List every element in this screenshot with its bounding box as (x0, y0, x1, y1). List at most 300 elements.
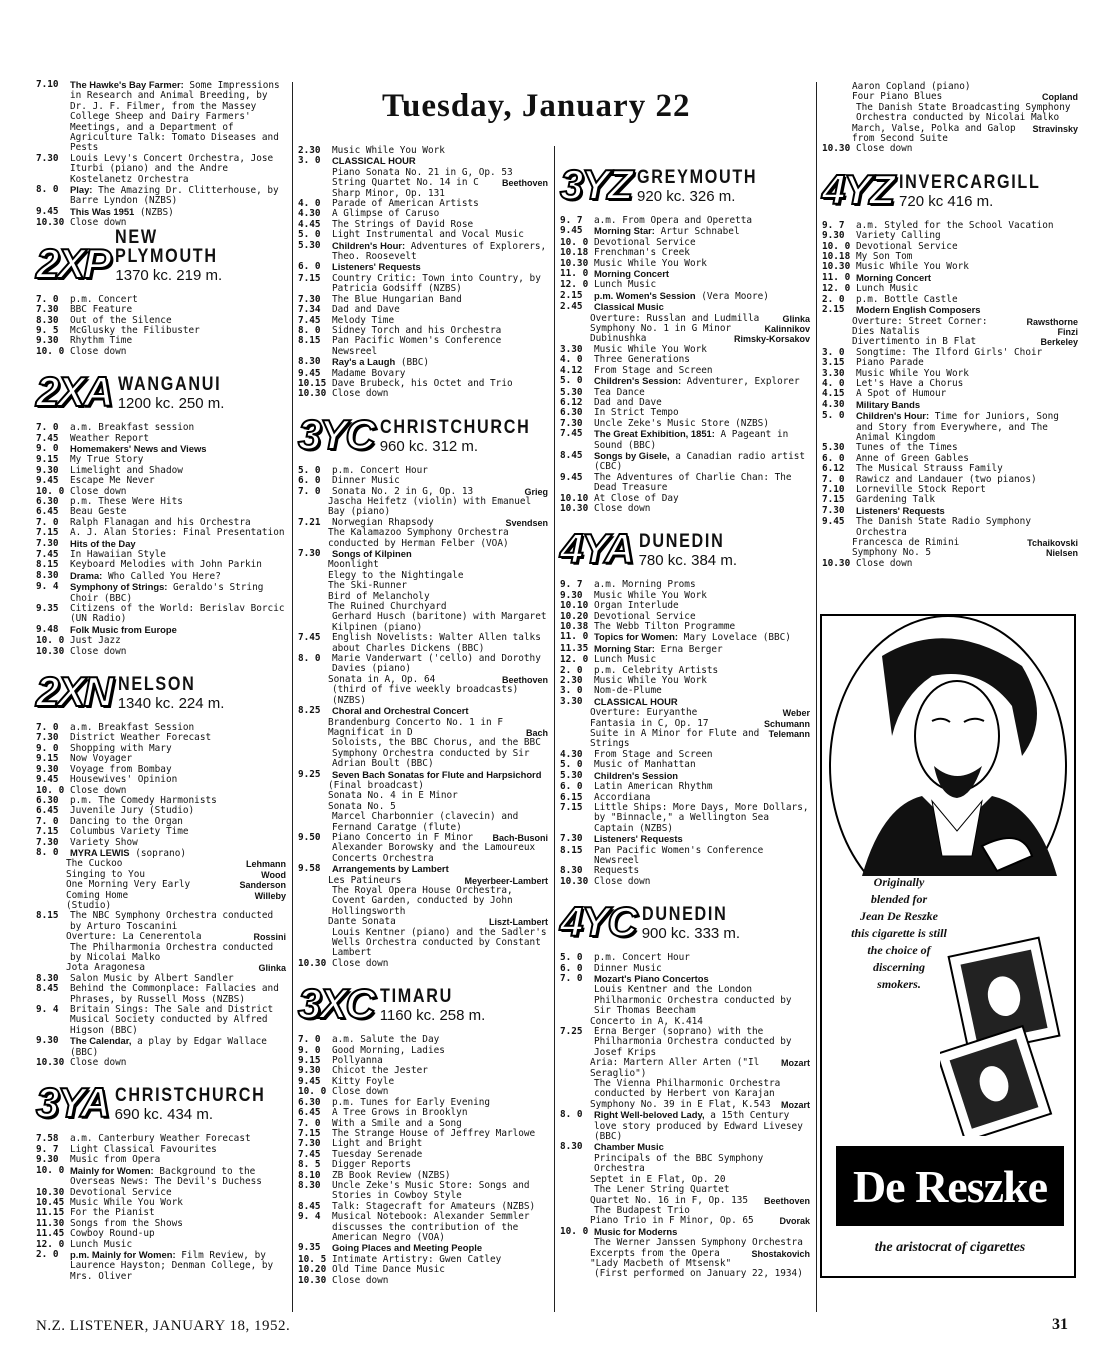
programme-text: a.m. Morning Proms (594, 579, 696, 591)
programme-text: (NZBS) (134, 206, 174, 218)
programme-text: p.m. Bottle Castle (856, 293, 958, 305)
programme-text: Housewives' Opinion (70, 774, 178, 786)
programme-time: 10.15 (298, 377, 327, 389)
programme-time: 8.30 (560, 1141, 583, 1153)
programme-title: Listeners' Requests (594, 833, 683, 845)
station-header (298, 980, 548, 1028)
programme-entry (822, 103, 1078, 124)
programme-time: 8. 0 (298, 324, 321, 336)
programme-title: Military Bands (856, 398, 921, 410)
programme-time: 7.15 (298, 1127, 321, 1139)
programme-title: Children's Hour: (332, 239, 406, 251)
programme-entry (822, 517, 1078, 538)
station-frequency: 920 kc. 326 m. (637, 188, 736, 205)
programme-title: Morning Star: (594, 642, 655, 654)
programme-title: Play: (70, 184, 93, 196)
programme-time: 3. 0 (298, 155, 321, 167)
programme-entry (298, 738, 548, 769)
station-info (118, 375, 240, 411)
programme-time: 8.45 (298, 1200, 321, 1212)
programme-text: Requests (594, 865, 640, 877)
programme-title: Songs by Gisele, (594, 449, 670, 461)
advert-line: discerning (872, 960, 925, 974)
programme-text: District Weather Forecast (70, 732, 212, 744)
programme-time: 5.30 (560, 769, 583, 781)
programme-text: Three Generations (594, 354, 690, 366)
detail-text: Concerto in A, K.414 (590, 1015, 703, 1027)
programme-text: p.m. Concert (70, 293, 138, 305)
programme-title: Going Places and Meeting People (332, 1242, 483, 1254)
station-name: GREYMOUTH (637, 167, 758, 188)
programme-time: 9.45 (298, 1075, 321, 1087)
programme-time: 5. 0 (560, 759, 583, 771)
detail-text: Elegy to the Nightingale (328, 569, 464, 581)
programme-text: Close down (70, 1057, 127, 1069)
station-logo: 3XC (298, 980, 374, 1028)
programme-time: 4.45 (298, 218, 321, 230)
programme-time: 8.10 (298, 1169, 321, 1181)
programme-text: The Philharmonia Orchestra conducted by Nicolai Malko (70, 941, 274, 963)
detail-text: March, Valse, Polka and Galop from Second Suite (852, 122, 1016, 145)
programme-text: McGlusky the Filibuster (70, 324, 200, 336)
programme-time: 4. 0 (560, 354, 583, 366)
programme-text: Latin American Rhythm (594, 781, 713, 793)
programme-time: 7. 0 (36, 422, 59, 434)
programme-time: 10.20 (298, 1264, 327, 1276)
composer: Bach-Busoni (492, 832, 548, 843)
programme-time: 10. 0 (36, 1164, 65, 1176)
station-logo: 2XN (36, 668, 112, 716)
programme-time (298, 812, 332, 833)
programme-time (298, 685, 332, 706)
programme-time: 5.30 (298, 239, 321, 251)
programme-entry (298, 843, 548, 864)
programme-time: 9. 7 (36, 1143, 59, 1155)
station-info (115, 1086, 292, 1122)
detail-text: Quartet No. 16 in F, Op. 135 (590, 1194, 749, 1206)
station-frequency: 690 kc. 434 m. (114, 1106, 213, 1124)
programme-text: Close down (332, 1274, 389, 1286)
programme-time: 9.45 (298, 367, 321, 379)
programme-detail (560, 1058, 810, 1079)
detail-text: Bird of Melancholy (328, 590, 430, 602)
programme-time: 2. 0 (822, 293, 845, 305)
detail-text: Moonlight (328, 559, 379, 571)
programme-title: Choral and Orchestral Concert (332, 705, 469, 717)
station-header (560, 161, 810, 208)
programme-time (298, 168, 332, 178)
programme-text: Louis Kentner and the London Philharmonic Orchestra conducted by Sir Thomas Beecham (594, 984, 792, 1017)
programme-text: Citizens of the World: Berislav Borcic (UN Radio) (70, 603, 285, 625)
programme-text: Light Classical Favourites (70, 1143, 217, 1155)
programme-time: 7. 0 (36, 815, 59, 827)
programme-time: 6. 0 (560, 781, 583, 793)
station-name: CHRISTCHURCH (114, 1085, 266, 1107)
programme-time: 9.15 (36, 454, 59, 466)
programme-text: Piano Concerto in F Minor (332, 831, 474, 843)
programme-time: 7. 0 (36, 722, 59, 734)
programme-time: 2.15 (822, 304, 845, 316)
programme-entry (36, 1036, 286, 1058)
station-frequency: 780 kc. 384 m. (638, 552, 737, 570)
programme-time: 10.10 (560, 492, 589, 504)
programme-title: Music for Moderns (594, 1225, 678, 1237)
programme-time: 7.30 (298, 1138, 321, 1150)
programme-text: Dad and Dave (332, 304, 400, 316)
programme-title: Topics for Women: (594, 631, 679, 643)
programme-text: Digger Reports (332, 1159, 412, 1171)
detail-text: Dies Natalis (852, 325, 920, 337)
programme-time: 11. 0 (560, 631, 589, 643)
programme-text: Juvenile Jury (Studio) (70, 805, 195, 817)
detail-text: One Morning Very Early (66, 879, 191, 891)
programme-text: Close down (856, 143, 913, 155)
programme-detail (822, 124, 1078, 145)
programme-time: 5.30 (560, 386, 583, 398)
programme-text: A Pageant in Sound (BBC) (594, 429, 789, 451)
programme-time: 7. 0 (36, 293, 59, 305)
advert-line: smokers. (877, 977, 921, 991)
programme-text: Just Jazz (70, 635, 121, 647)
programme-time: 10. 0 (560, 1225, 589, 1237)
programme-time: 9. 7 (822, 219, 845, 231)
programme-time: 7.45 (298, 314, 321, 326)
programme-title: p.m. Mainly for Women: (70, 1248, 176, 1260)
station-frequency: 900 kc. 333 m. (641, 925, 741, 943)
programme-time: 9.30 (560, 589, 583, 601)
programme-text: A Tree Grows in Brooklyn (332, 1107, 468, 1119)
composer: Wood (261, 869, 286, 880)
programme-time: 11.15 (36, 1207, 65, 1219)
programme-text: p.m. Concert Hour (332, 464, 428, 476)
station-name: WANGANUI (117, 374, 222, 396)
cigarette-packs-illustration (940, 936, 1070, 1136)
column-1 (36, 80, 286, 1282)
programme-text: Close down (594, 875, 651, 887)
programme-time: 7.30 (36, 537, 59, 549)
detail-text: Four Piano Blues (852, 91, 943, 103)
programme-time: 7.58 (36, 1133, 59, 1145)
programme-time: 7.34 (298, 304, 321, 316)
programme-title: Listeners' Requests (332, 261, 421, 273)
programme-entry (36, 911, 286, 932)
programme-text: The Musical Strauss Family (856, 463, 1003, 475)
programme-title: Classical Music (594, 301, 664, 313)
station-info (380, 987, 486, 1023)
station-info (642, 905, 743, 941)
programme-entry (822, 559, 1078, 569)
programme-time: 9.45 (36, 475, 59, 487)
programme-time: 8. 5 (298, 1159, 321, 1171)
programme-time: 9.30 (36, 763, 59, 775)
composer: Beethoven (501, 674, 548, 685)
programme-text: Columbus Variety Time (70, 826, 189, 838)
station-info (639, 532, 740, 568)
station-name: DUNEDIN (638, 531, 725, 553)
programme-time (298, 178, 332, 199)
programme-time: 7.15 (298, 272, 321, 284)
programme-time (560, 1079, 594, 1100)
programme-time: 9.25 (298, 768, 321, 780)
programme-time: 7.45 (298, 1148, 321, 1160)
programme-text: Salon Music by Albert Sandler (70, 972, 234, 984)
station-header (36, 1079, 286, 1127)
programme-time: 10. 0 (36, 635, 65, 647)
programme-text: Norwegian Rhapsody (332, 516, 434, 528)
programme-text: Who Called You Here? (102, 570, 221, 582)
programme-text: a play by Edgar Wallace (BBC) (70, 1036, 267, 1058)
composer: Weber (782, 708, 810, 719)
programme-time: 10.30 (36, 217, 65, 229)
programme-time: 9.45 (560, 225, 583, 237)
programme-time: 11. 0 (560, 268, 589, 280)
programme-text: Music While You Work (594, 589, 707, 601)
programme-title: Mozart's Piano Concertos (594, 972, 709, 984)
advertisement (820, 614, 1076, 1278)
brand-logo: De Reszke (836, 1146, 1064, 1226)
programme-time: 9.30 (36, 1035, 59, 1047)
column-rule (816, 82, 817, 1312)
programme-text: Out of the Silence (70, 314, 172, 326)
programme-entry (560, 1079, 810, 1100)
programme-entry (298, 1181, 548, 1202)
programme-entry (560, 1269, 810, 1279)
programme-time: 6.12 (560, 396, 583, 408)
programme-text: Adventurer, Explorer (681, 376, 800, 388)
programme-text: Behind the Commonplace: Fallacies and Phrases, by Russell Moss (NZBS) (70, 983, 279, 1005)
programme-text: Rawicz and Landauer (two pianos) (856, 473, 1037, 485)
programme-time: 5. 0 (298, 229, 321, 241)
programme-text: The Blue Hungarian Band (332, 293, 462, 305)
station-name: INVERCARGILL (899, 171, 1041, 193)
programme-time: 9.45 (560, 471, 583, 483)
station-header (36, 226, 286, 287)
programme-text: Let's Have a Chorus (856, 377, 964, 389)
programme-text: (third of five weekly broadcasts) (NZBS) (332, 684, 519, 706)
programme-text: Devotional Service (856, 240, 958, 252)
station-info (115, 228, 286, 283)
programme-entry (298, 336, 548, 357)
programme-time: 2. 0 (36, 1248, 59, 1260)
programme-time: 9.48 (36, 623, 59, 635)
programme-title: The Great Exhibition, 1851: (594, 428, 715, 440)
programme-time: 4.30 (560, 748, 583, 760)
programme-text: Close down (70, 645, 127, 657)
programme-text: a.m. Salute the Day (332, 1034, 440, 1046)
programme-text: a.m. Styled for the School Vacation (856, 219, 1054, 231)
detail-text: Piano Trio in F Minor, Op. 65 (590, 1215, 754, 1227)
programme-title: Chamber Music (594, 1141, 664, 1153)
advert-line: Originally (873, 875, 925, 889)
programme-time: 7.30 (36, 152, 59, 164)
programme-entry (298, 389, 548, 399)
programme-text: Old Time Dance Music (332, 1264, 445, 1276)
programme-time: 7.10 (822, 484, 845, 495)
programme-detail (298, 528, 548, 549)
detail-text: Jota Aragonesa (66, 962, 146, 974)
programme-time: 6.30 (36, 495, 59, 507)
programme-text: Britain Sings: The Sale and District Musical Society conducted by Alfred Higson (BBC) (70, 1004, 274, 1036)
composer: Beethoven (763, 1195, 810, 1206)
programme-time: 7.30 (298, 548, 321, 559)
programme-text: Melody Time (332, 314, 395, 326)
station-frequency: 1340 kc. 224 m. (117, 695, 225, 713)
detail-text: Excerpts from the Opera "Lady Macbeth of Mtsensk" (590, 1247, 732, 1269)
programme-entry (298, 612, 548, 633)
programme-text: Tea Dance (594, 386, 645, 398)
programme-text: The Vienna Philharmonic Orchestra conducted by Herbert von Karajan (594, 1078, 781, 1100)
programme-entry (560, 985, 810, 1016)
programme-text: Sidney Torch and his Orchestra (332, 324, 502, 336)
programme-text: Gardening Talk (856, 494, 936, 506)
programme-text: Light and Bright (332, 1138, 423, 1150)
programme-time: 11.45 (36, 1228, 65, 1240)
programme-time: 9.45 (822, 516, 845, 528)
programme-time (560, 985, 594, 1016)
programme-text: Pan Pacific Women's Conference Newsreel (332, 335, 502, 357)
programme-title: Homemakers' News and Views (70, 442, 207, 454)
programme-text: Louis Levy's Concert Orchestra, Jose Iturbi (piano) and the Andre Kostelanetz Orchestra (70, 152, 274, 185)
programme-text: Close down (70, 485, 127, 497)
programme-text: Songs from the Shows (70, 1217, 183, 1229)
programme-time: 4. 0 (822, 377, 845, 389)
programme-title: Listeners' Requests (856, 504, 945, 516)
programme-time: 7.15 (560, 801, 583, 813)
programme-text: The NBC Symphony Orchestra conducted by Arturo Toscanini (70, 910, 274, 932)
programme-time: 7.15 (36, 527, 59, 539)
programme-time: 7.30 (560, 417, 583, 429)
programme-text: For the Pianist (70, 1207, 155, 1219)
station-frequency: 1370 kc. 219 m. (115, 266, 223, 284)
programme-text: Close down (332, 388, 389, 400)
detail-text: Aaron Copland (piano) (852, 81, 971, 92)
programme-entry (298, 654, 548, 675)
programme-text: A Spot of Humour (856, 388, 947, 400)
programme-title: Children's Session: (594, 375, 682, 387)
detail-text: Singing to You (66, 868, 146, 880)
programme-entry (36, 1250, 286, 1282)
programme-text: Country Critic: Town into Country, by Patricia Godsiff (NZBS) (332, 272, 541, 295)
station-logo: 4YZ (822, 165, 894, 213)
programme-entry (36, 347, 286, 357)
programme-time: 8.15 (36, 559, 59, 571)
station-info (118, 675, 225, 711)
programme-time: 5. 0 (298, 464, 321, 476)
programme-entry (36, 1166, 286, 1188)
programme-text: Parade of American Artists (332, 198, 479, 210)
programme-title: Drama: (70, 569, 103, 581)
programme-title: MYRA LEWIS (70, 846, 130, 858)
programme-time: 6. 0 (298, 261, 321, 273)
programme-title: Symphony of Strings: (70, 581, 168, 593)
programme-entry (298, 274, 548, 295)
composer: Nielsen (1045, 548, 1078, 559)
programme-text: Devotional Service (594, 236, 696, 248)
programme-time: 9. 7 (560, 579, 583, 591)
programme-title: This Was 1951 (70, 205, 135, 217)
detail-text: Sonata No. 5 (328, 800, 396, 812)
programme-text: Now Voyager (70, 753, 133, 765)
programme-entry (560, 846, 810, 867)
programme-time: 10.30 (822, 261, 851, 273)
programme-text: Erna Berger (soprano) with the Philharmonia Orchestra conducted by Josef Krips (594, 1026, 792, 1058)
detail-text: (Studio) (66, 899, 112, 911)
station-name: DUNEDIN (641, 904, 728, 926)
programme-entry (36, 154, 286, 185)
programme-text: Nom-de-Plume (594, 685, 662, 697)
programme-text: Music While You Work (70, 1196, 183, 1208)
programme-text: Lunch Music (856, 283, 919, 295)
programme-time: 7.45 (36, 549, 59, 560)
composer: Liszt-Lambert (488, 917, 548, 928)
programme-entry (560, 877, 810, 887)
column-4 (822, 82, 1078, 569)
programme-time: 5.30 (822, 442, 845, 454)
programme-entry (560, 429, 810, 451)
programme-text: Voyage from Bombay (70, 763, 172, 775)
programme-text: p.m. These Were Hits (70, 495, 183, 507)
detail-text: The Ski-Runner (328, 580, 408, 592)
programme-time: 10.30 (298, 957, 327, 969)
programme-text: Music While You Work (594, 257, 707, 269)
programme-title: CLASSICAL HOUR (594, 695, 678, 707)
programme-text: Piano Sonata No. 21 in G, Op. 53 (332, 166, 513, 178)
programme-time: 12. 0 (560, 654, 589, 666)
programme-time: 12. 0 (36, 1238, 65, 1250)
programme-time: 7. 0 (298, 1034, 321, 1046)
programme-time: 6.30 (560, 407, 583, 419)
programme-time: 9. 7 (560, 215, 583, 226)
programme-time: 9. 4 (36, 1004, 59, 1016)
programme-text: Film Review, by Laurence Hayston; Denman College, by Mrs. Oliver (70, 1249, 274, 1282)
programme-time: 2.30 (298, 145, 321, 156)
programme-text: (Vera Moore) (695, 290, 769, 302)
programme-time (560, 1269, 594, 1279)
programme-entry (298, 812, 548, 833)
programme-time: 10. 0 (36, 345, 65, 357)
programme-text: Dinner Music (594, 962, 662, 974)
programme-title: Mainly for Women: (70, 1164, 154, 1176)
programme-text: Close down (70, 345, 127, 357)
station-header (822, 165, 1078, 213)
programme-text: Close down (594, 502, 651, 514)
programme-text: The Adventures of Charlie Chan: The Dead Treasure (594, 471, 792, 494)
programme-time: 6.30 (36, 794, 59, 806)
advert-line: Jean De Reszke (860, 909, 938, 923)
programme-text: Devotional Service (70, 1186, 172, 1198)
detail-text: (Final broadcast) (328, 779, 424, 791)
programme-text: Lunch Music (594, 279, 657, 291)
programme-time: 7.15 (36, 826, 59, 838)
programme-time: 4.30 (822, 398, 845, 410)
programme-text: The Danish State Broadcasting Symphony Orchestra conducted by Nicolai Malko (856, 101, 1071, 124)
programme-time (560, 1154, 594, 1175)
programme-text: Madame Bovary (332, 367, 406, 379)
programme-time: 10.30 (36, 645, 65, 657)
programme-entry (298, 1276, 548, 1286)
programme-text: From Stage and Screen (594, 748, 713, 760)
programme-text: Music While You Work (594, 675, 707, 687)
programme-entry (298, 178, 548, 199)
programme-entry (298, 685, 548, 706)
programme-time: 9.45 (36, 774, 59, 786)
programme-title: p.m. Women's Session (594, 289, 696, 301)
programme-text: Dancing to the Organ (70, 815, 183, 827)
programme-text: Kitty Foyle (332, 1075, 395, 1087)
programme-text: Principals of the BBC Symphony Orchestra (594, 1152, 764, 1175)
programme-entry (298, 886, 548, 917)
programme-time: 5. 0 (822, 410, 845, 422)
